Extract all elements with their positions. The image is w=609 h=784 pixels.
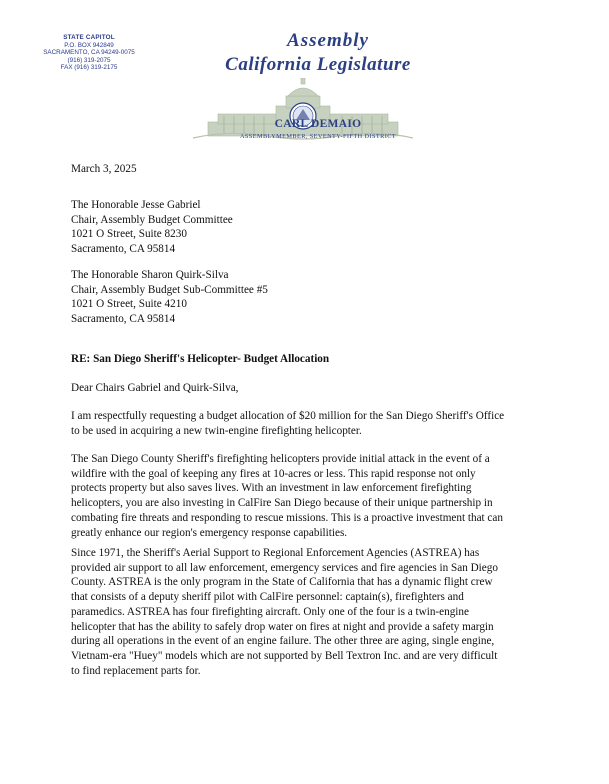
- contact-line: STATE CAPITOL: [63, 34, 115, 41]
- recipient-block: [71, 268, 549, 327]
- recipient-line: Sacramento, CA 95814: [71, 313, 176, 326]
- paragraph-line: The San Diego County Sheriff's firefighting helicopters provide initial attack in the event of a: [71, 453, 490, 465]
- paragraph-line: combating fire threats and responding to rescue missions. This is a proactive investment that can: [71, 511, 503, 524]
- paragraph-line: Since 1971, the Sheriff's Aerial Support to Regional Enforcement Agencies (ASTREA) has: [71, 547, 480, 559]
- member-name: CARL DEMAIO: [274, 118, 362, 130]
- subject-line: RE: San Diego Sheriff's Helicopter- Budget Allocation: [71, 353, 330, 365]
- date-text: March 3, 2025: [71, 163, 137, 175]
- letterhead-contact: [36, 34, 142, 72]
- recipient-line: The Honorable Sharon Quirk-Silva: [71, 269, 229, 281]
- contact-line: (916) 319-2075: [67, 56, 111, 64]
- salutation-text: Dear Chairs Gabriel and Quirk-Silva,: [71, 382, 239, 394]
- org-name-line1: Assembly: [287, 30, 369, 51]
- paragraph-line: during all operations in the event of an engine failure. The other three are aging, single engine,: [71, 635, 495, 648]
- re-line: [71, 352, 549, 367]
- paragraph-line: paramedics. ASTREA has four firefighting aircraft. Only one of the four is a twin-engine: [71, 605, 469, 618]
- recipient-line: Chair, Assembly Budget Committee: [71, 213, 233, 226]
- paragraph-line: provided air support to all law enforcement, emergency services and fire agencies in San Diego: [71, 561, 498, 574]
- contact-line: P.O. BOX 942849: [64, 41, 114, 49]
- recipient-line: Sacramento, CA 95814: [71, 243, 176, 256]
- paragraph-line: helicopters, you are also investing in CalFire San Diego because of their unique partnership in: [71, 497, 493, 510]
- paragraph-line: to find replacement parts for.: [71, 664, 201, 677]
- paragraph: [71, 409, 549, 438]
- paragraph-line: Vietnam-era "Huey" models which are not supported by Bell Textron Inc. and are very difficult: [71, 649, 498, 662]
- recipient-block: [71, 198, 549, 257]
- letter-date: [71, 162, 549, 177]
- paragraph-line: greatly enhance our region's emergency response capabilities.: [71, 526, 348, 539]
- paragraph-line: that consists of a deputy sheriff pilot with CalFire personnel: captain(s), firefighters and: [71, 591, 464, 604]
- paragraph-line: protects property but also saves lives. With an investment in law enforcement firefighting: [71, 482, 472, 495]
- paragraph-line: County. ASTREA is the only program in the State of California that has a dynamic flight crew: [71, 576, 493, 589]
- recipient-line: 1021 O Street, Suite 8230: [71, 228, 187, 241]
- member-title: ASSEMBLYMEMBER, SEVENTY-FIFTH DISTRICT: [239, 133, 397, 140]
- paragraph: [71, 452, 549, 540]
- salutation: [71, 381, 549, 396]
- contact-line: SACRAMENTO, CA 94249-0075: [43, 49, 135, 56]
- paragraph-line: wildfire with the goal of keeping any fires at 10-acres or less. This rapid response not only: [71, 467, 476, 480]
- paragraph-line: helicopter that has the ability to safely drop water on fires at night and provide a safety margin: [71, 620, 494, 633]
- recipient-line: Chair, Assembly Budget Sub-Committee #5: [71, 283, 268, 296]
- recipient-line: The Honorable Jesse Gabriel: [71, 199, 201, 211]
- paragraph-line: I am respectfully requesting a budget allocation of $20 million for the San Diego Sheriff's Office: [71, 410, 505, 422]
- contact-line: FAX (916) 319-2175: [60, 64, 118, 71]
- paragraph-line: to be used in acquiring a new twin-engine firefighting helicopter.: [71, 424, 362, 437]
- recipient-line: 1021 O Street, Suite 4210: [71, 298, 187, 311]
- letterhead-logo: [188, 26, 418, 144]
- paragraph: [71, 546, 549, 678]
- org-name-line2: California Legislature: [225, 54, 411, 75]
